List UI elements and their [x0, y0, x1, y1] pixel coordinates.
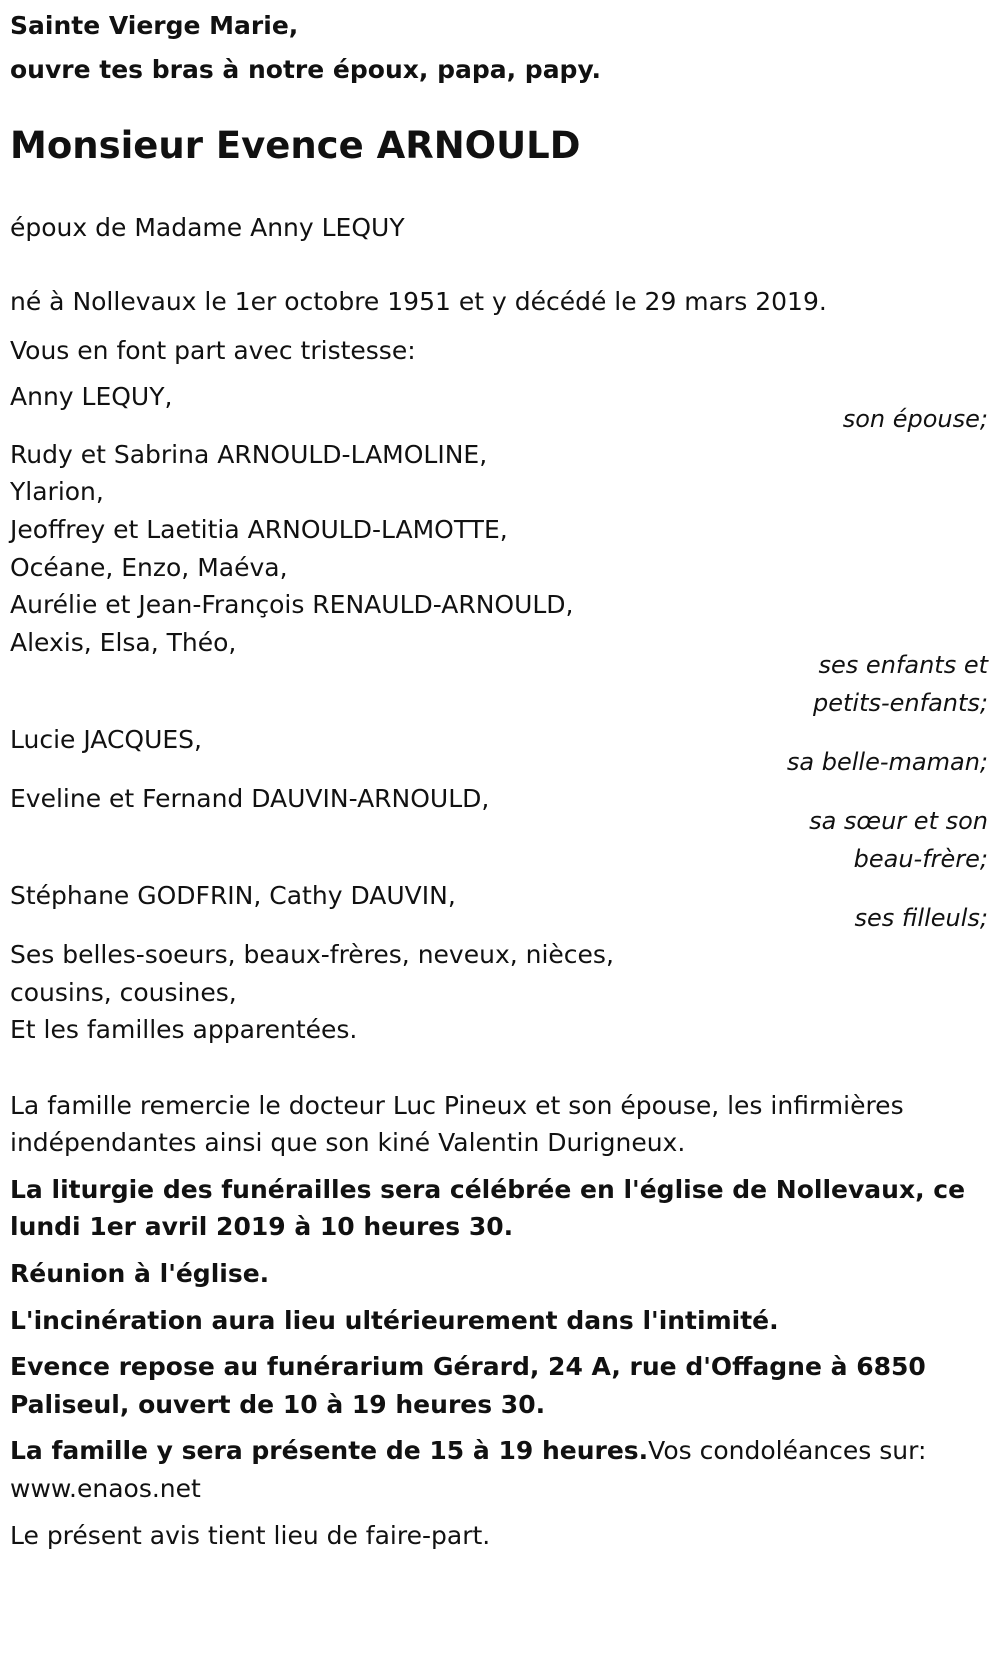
family-name: Lucie JACQUES,: [10, 725, 202, 754]
condolences-label: Vos condoléances sur:: [648, 1436, 927, 1465]
family-name: Aurélie et Jean-François RENAULD-ARNOULD,: [10, 590, 574, 619]
meeting-line: Réunion à l'église.: [10, 1259, 270, 1288]
condolences-url: www.enaos.net: [10, 1474, 201, 1503]
closing-line: Le présent avis tient lieu de faire-part.: [10, 1521, 491, 1550]
family-relation: ses filleuls;: [854, 904, 988, 932]
thanks-line: indépendantes ainsi que son kiné Valentin Durigneux.: [10, 1128, 686, 1157]
family-name: Stéphane GODFRIN, Cathy DAUVIN,: [10, 881, 456, 910]
family-name: Anny LEQUY,: [10, 382, 173, 411]
other-relatives-line: Ses belles-soeurs, beaux-frères, neveux, nièces,: [10, 940, 614, 969]
presence-hours: La famille y sera présente de 15 à 19 heures.: [10, 1436, 649, 1465]
family-name: Rudy et Sabrina ARNOULD-LAMOLINE,: [10, 440, 488, 469]
family-relation: son épouse;: [842, 405, 988, 433]
incineration-line: L'incinération aura lieu ultérieurement dans l'intimité.: [10, 1306, 779, 1335]
spouse-line: époux de Madame Anny LEQUY: [10, 213, 405, 242]
family-relation: sa belle-maman;: [786, 748, 988, 776]
thanks-line: La famille remercie le docteur Luc Pineux et son épouse, les infirmières: [10, 1091, 904, 1120]
other-relatives-line: Et les familles apparentées.: [10, 1015, 358, 1044]
family-name: Alexis, Elsa, Théo,: [10, 628, 237, 657]
prayer-line-1: Sainte Vierge Marie,: [10, 11, 299, 40]
liturgy-line: lundi 1er avril 2019 à 10 heures 30.: [10, 1212, 514, 1241]
presence-line: [10, 1433, 926, 1469]
birth-death-line: né à Nollevaux le 1er octobre 1951 et y décédé le 29 mars 2019.: [10, 287, 827, 316]
family-name: Eveline et Fernand DAUVIN-ARNOULD,: [10, 784, 490, 813]
prayer-line-2: ouvre tes bras à notre époux, papa, papy.: [10, 55, 601, 84]
funerarium-line: Evence repose au funérarium Gérard, 24 A, rue d'Offagne à 6850: [10, 1352, 926, 1381]
family-name: Jeoffrey et Laetitia ARNOULD-LAMOTTE,: [10, 515, 508, 544]
deceased-name: Monsieur Evence ARNOULD: [10, 124, 581, 167]
other-relatives-line: cousins, cousines,: [10, 978, 237, 1007]
family-relation: sa sœur et son: [809, 807, 988, 835]
family-name: Ylarion,: [10, 477, 104, 506]
announce-line: Vous en font part avec tristesse:: [10, 336, 416, 365]
family-relation: petits-enfants;: [813, 689, 988, 717]
liturgy-line: La liturgie des funérailles sera célébrée en l'église de Nollevaux, ce: [10, 1175, 966, 1204]
family-relation: ses enfants et: [818, 651, 988, 679]
funerarium-line: Paliseul, ouvert de 10 à 19 heures 30.: [10, 1390, 546, 1419]
family-name: Océane, Enzo, Maéva,: [10, 553, 288, 582]
family-relation: beau-frère;: [853, 845, 988, 873]
